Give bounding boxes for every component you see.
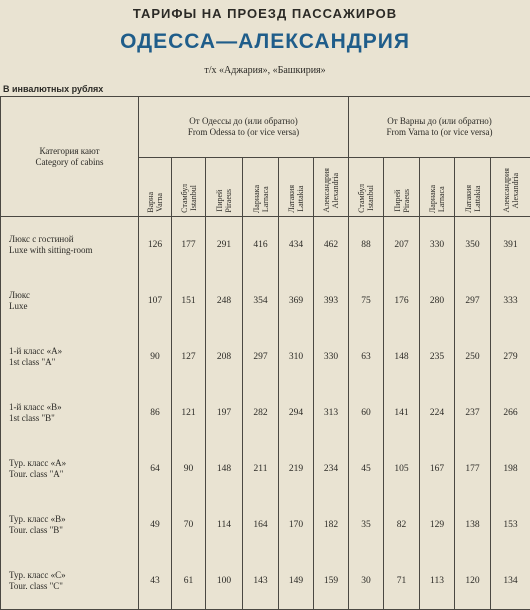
column-header: Стамбул Istanbul	[349, 158, 384, 217]
fare-cell: 177	[172, 217, 206, 274]
fare-cell: 393	[314, 273, 349, 329]
fare-cell: 45	[349, 441, 384, 497]
fare-cell: 90	[172, 441, 206, 497]
fare-cell: 164	[243, 497, 279, 553]
fare-cell: 105	[384, 441, 420, 497]
fare-cell: 149	[279, 553, 314, 610]
fare-cell: 434	[279, 217, 314, 274]
group-header-odessa: От Одессы до (или обратно) From Odessa to (or vice versa)	[139, 97, 349, 158]
column-header: Варна Varna	[139, 158, 172, 217]
fare-cell: 70	[172, 497, 206, 553]
column-header: Александрия Alexandria	[491, 158, 530, 217]
column-header: Латакия Lattakia	[455, 158, 491, 217]
fare-cell: 330	[314, 329, 349, 385]
fare-cell: 369	[279, 273, 314, 329]
table-row	[1, 217, 530, 274]
table-row	[1, 329, 530, 385]
fare-cell: 237	[455, 385, 491, 441]
fare-cell: 313	[314, 385, 349, 441]
table-row	[1, 497, 530, 553]
fare-cell: 354	[243, 273, 279, 329]
fare-cell: 107	[139, 273, 172, 329]
fare-cell: 126	[139, 217, 172, 274]
page-title: ТАРИФЫ НА ПРОЕЗД ПАССАЖИРОВ	[0, 6, 530, 21]
fare-cell: 333	[491, 273, 530, 329]
ships-line: т/х «Аджария», «Башкирия»	[0, 65, 530, 76]
fare-cell: 30	[349, 553, 384, 610]
fare-cell: 350	[455, 217, 491, 274]
fare-cell: 170	[279, 497, 314, 553]
fare-cell: 64	[139, 441, 172, 497]
fare-cell: 198	[491, 441, 530, 497]
column-header: Пирей Piraeus	[206, 158, 243, 217]
cabin-category: Люкс с гостиной Luxe with sitting-room	[1, 217, 139, 274]
fare-cell: 60	[349, 385, 384, 441]
column-header: Стамбул Istanbul	[172, 158, 206, 217]
fare-cell: 113	[420, 553, 455, 610]
fare-cell: 294	[279, 385, 314, 441]
fare-cell: 250	[455, 329, 491, 385]
cabin-category: Тур. класс «В» Tour. class "B"	[1, 497, 139, 553]
table-row	[1, 441, 530, 497]
fare-cell: 248	[206, 273, 243, 329]
fare-cell: 282	[243, 385, 279, 441]
cabin-category: 1-й класс «А» 1st class "A"	[1, 329, 139, 385]
fare-cell: 90	[139, 329, 172, 385]
fare-cell: 297	[455, 273, 491, 329]
tariff-table	[0, 96, 530, 610]
column-header: Латакия Lattakia	[279, 158, 314, 217]
fare-cell: 330	[420, 217, 455, 274]
fare-cell: 86	[139, 385, 172, 441]
fare-cell: 120	[455, 553, 491, 610]
fare-cell: 121	[172, 385, 206, 441]
fare-cell: 280	[420, 273, 455, 329]
fare-cell: 35	[349, 497, 384, 553]
column-header: Ларнака Larnaca	[243, 158, 279, 217]
fare-cell: 234	[314, 441, 349, 497]
fare-cell: 153	[491, 497, 530, 553]
fare-cell: 266	[491, 385, 530, 441]
fare-cell: 211	[243, 441, 279, 497]
fare-cell: 63	[349, 329, 384, 385]
fare-cell: 235	[420, 329, 455, 385]
fare-cell: 138	[455, 497, 491, 553]
fare-cell: 416	[243, 217, 279, 274]
fare-cell: 143	[243, 553, 279, 610]
column-header: Ларнака Larnaca	[420, 158, 455, 217]
fare-cell: 75	[349, 273, 384, 329]
fare-cell: 219	[279, 441, 314, 497]
fare-cell: 279	[491, 329, 530, 385]
fare-cell: 114	[206, 497, 243, 553]
fare-cell: 176	[384, 273, 420, 329]
fare-cell: 88	[349, 217, 384, 274]
fare-cell: 208	[206, 329, 243, 385]
table-row	[1, 273, 530, 329]
column-header: Александрия Alexandria	[314, 158, 349, 217]
fare-cell: 148	[384, 329, 420, 385]
fare-cell: 462	[314, 217, 349, 274]
fare-cell: 391	[491, 217, 530, 274]
fare-cell: 297	[243, 329, 279, 385]
fare-cell: 167	[420, 441, 455, 497]
currency-note: В инвалютных рублях	[3, 84, 103, 94]
fare-cell: 182	[314, 497, 349, 553]
fare-cell: 141	[384, 385, 420, 441]
cabin-category: 1-й класс «В» 1st class "B"	[1, 385, 139, 441]
fare-cell: 127	[172, 329, 206, 385]
fare-cell: 207	[384, 217, 420, 274]
cabin-category: Тур. класс «С» Tour. class "C"	[1, 553, 139, 610]
fare-cell: 43	[139, 553, 172, 610]
fare-cell: 61	[172, 553, 206, 610]
fare-cell: 159	[314, 553, 349, 610]
fare-cell: 177	[455, 441, 491, 497]
fare-cell: 100	[206, 553, 243, 610]
fare-cell: 134	[491, 553, 530, 610]
group-header-varna: От Варны до (или обратно) From Varna to (or vice versa)	[349, 97, 530, 158]
category-header: Категория кают Category of cabins	[1, 97, 139, 217]
fare-cell: 82	[384, 497, 420, 553]
fare-cell: 197	[206, 385, 243, 441]
fare-cell: 129	[420, 497, 455, 553]
cabin-category: Тур. класс «А» Tour. class "A"	[1, 441, 139, 497]
fare-cell: 291	[206, 217, 243, 274]
fare-cell: 151	[172, 273, 206, 329]
fare-cell: 148	[206, 441, 243, 497]
fare-cell: 49	[139, 497, 172, 553]
fare-cell: 310	[279, 329, 314, 385]
table-row	[1, 385, 530, 441]
route-title: ОДЕССА—АЛЕКСАНДРИЯ	[0, 30, 530, 54]
cabin-category: Люкс Luxe	[1, 273, 139, 329]
fare-cell: 224	[420, 385, 455, 441]
table-row	[1, 553, 530, 610]
fare-cell: 71	[384, 553, 420, 610]
column-header: Пирей Piraeus	[384, 158, 420, 217]
